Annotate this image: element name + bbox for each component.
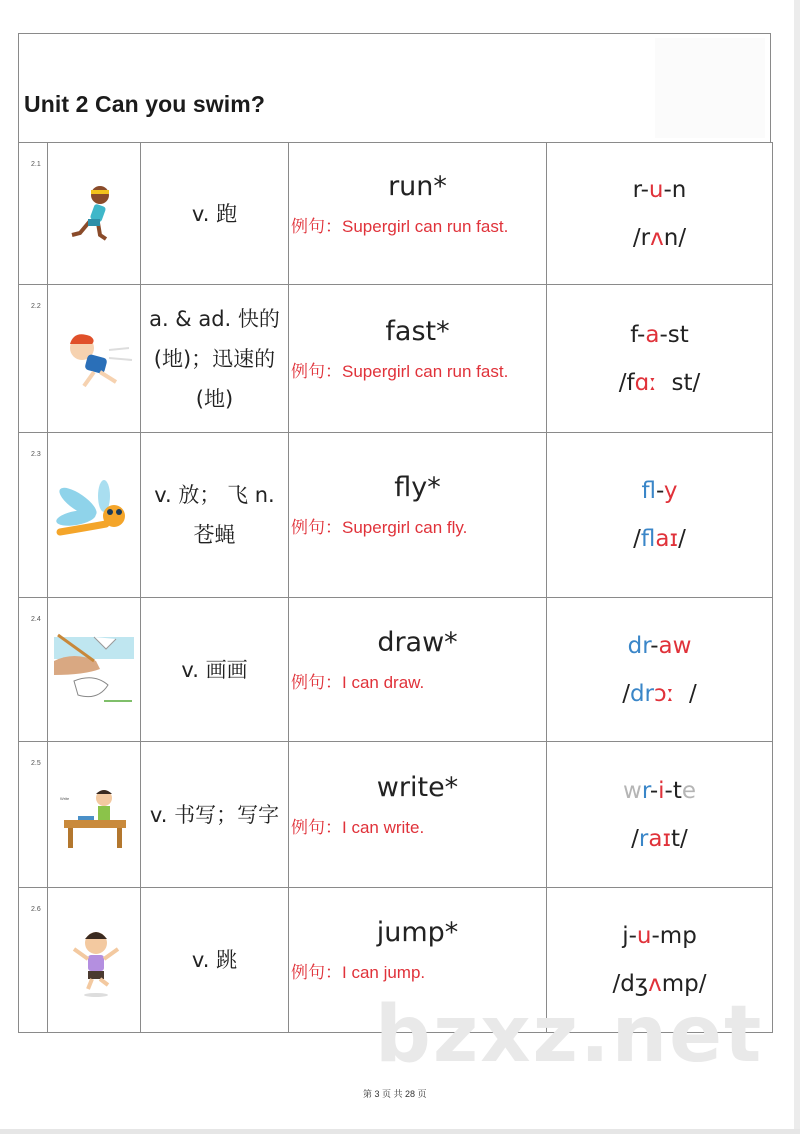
word-cell xyxy=(289,433,547,598)
word-cell xyxy=(289,598,547,742)
example-label: 例句： xyxy=(291,361,342,381)
phonics-split xyxy=(547,633,772,659)
table-row xyxy=(19,598,773,742)
vocab-word: draw* xyxy=(377,626,458,658)
ipa-segment: / xyxy=(633,526,641,552)
chinese-meaning: v. 书写；写字 xyxy=(149,802,280,827)
running-boy-headband-illustration xyxy=(54,175,134,253)
vocabulary-sheet xyxy=(18,33,771,1033)
page-edge-right xyxy=(794,0,800,1134)
meaning-cell xyxy=(141,598,289,742)
phonics-segment: i xyxy=(658,777,665,804)
ipa-segment: ʌ xyxy=(648,971,662,997)
example-label: 例句： xyxy=(291,672,342,692)
phonics-cell xyxy=(547,143,773,285)
phonics-segment: y xyxy=(663,478,678,504)
table-row xyxy=(19,285,773,433)
example-sentence xyxy=(289,958,546,983)
image-cell xyxy=(48,598,141,742)
watermark-patch xyxy=(655,38,765,138)
example-text: Supergirl can fly. xyxy=(342,518,468,537)
meaning-cell xyxy=(141,433,289,598)
ipa-segment: /dʒ xyxy=(612,971,649,997)
vocab-word: write* xyxy=(376,771,459,803)
entry-number xyxy=(19,742,48,888)
hand-drawing-illustration xyxy=(54,631,134,709)
running-redhead-boy-illustration xyxy=(54,320,134,398)
example-sentence xyxy=(289,212,546,237)
jumping-boy-illustration xyxy=(54,921,134,999)
chinese-meaning: v. 跳 xyxy=(191,948,238,972)
entry-number xyxy=(19,598,48,742)
example-sentence xyxy=(289,668,546,693)
vocabulary-table xyxy=(18,142,773,1033)
phonics-split xyxy=(547,177,772,203)
example-sentence xyxy=(289,513,546,538)
example-label: 例句： xyxy=(291,963,342,982)
entry-number-label: 2.5 xyxy=(31,760,41,767)
ipa-segment: / xyxy=(622,680,630,707)
phonics-segment: -mp xyxy=(651,923,697,949)
entry-number-label: 2.6 xyxy=(31,906,41,913)
entry-number-label: 2.1 xyxy=(31,161,41,168)
image-cell xyxy=(48,888,141,1033)
boy-writing-at-desk-illustration xyxy=(54,776,134,854)
image-cell xyxy=(48,433,141,598)
phonics-segment: u xyxy=(636,923,652,949)
meaning-cell xyxy=(141,888,289,1033)
entry-number xyxy=(19,143,48,285)
example-label: 例句： xyxy=(291,216,342,236)
word-cell xyxy=(289,742,547,888)
dragonfly-illustration xyxy=(54,476,134,554)
entry-number xyxy=(19,888,48,1033)
example-sentence xyxy=(289,357,546,382)
meaning-cell xyxy=(141,285,289,433)
phonics-segment: w xyxy=(623,777,642,804)
watermark: bzxz.net xyxy=(375,990,764,1080)
example-text: I can draw. xyxy=(342,672,425,692)
meaning-cell xyxy=(141,143,289,285)
unit-title: Unit 2 Can you swim? xyxy=(24,91,265,117)
phonics-segment: r xyxy=(632,176,641,203)
entry-number-label: 2.4 xyxy=(31,616,41,623)
example-text: Supergirl can run fast. xyxy=(342,361,509,381)
image-cell xyxy=(48,742,141,888)
phonics-segment: dr xyxy=(627,632,651,659)
ipa-segment: dr xyxy=(629,680,655,707)
ipa-segment: ɑː xyxy=(634,369,657,396)
phonics-segment: j- xyxy=(622,923,637,949)
ipa-segment: aɪ xyxy=(655,526,679,552)
example-sentence xyxy=(289,813,546,838)
chinese-meaning: v. 跑 xyxy=(191,201,238,226)
chinese-meaning: a. & ad. 快的 (地)；迅速的 (地) xyxy=(149,306,280,411)
ipa-segment: / xyxy=(674,680,697,707)
svg-text:Write: Write xyxy=(60,795,70,801)
example-text: I can jump. xyxy=(342,963,426,982)
word-cell xyxy=(289,285,547,433)
ipa-segment: /f xyxy=(618,369,635,396)
entry-number-label: 2.2 xyxy=(31,303,41,310)
image-cell xyxy=(48,143,141,285)
ipa-segment: aɪ xyxy=(648,825,672,852)
phonics-segment: -st xyxy=(659,321,689,348)
phonics-segment: fl xyxy=(641,478,656,504)
ipa-segment: r xyxy=(638,825,649,852)
chinese-meaning: v. 画画 xyxy=(181,657,248,682)
vocab-word: jump* xyxy=(376,917,459,948)
phonics-segment: r xyxy=(641,777,650,804)
ipa-segment: /r xyxy=(632,224,651,251)
phonics-segment: aw xyxy=(658,632,692,659)
chinese-meaning: v. 放； 飞 n. 苍蝇 xyxy=(154,483,275,547)
phonics-cell xyxy=(547,433,773,598)
phonics-split xyxy=(547,778,772,804)
entry-number xyxy=(19,285,48,433)
table-row xyxy=(19,742,773,888)
ipa-transcription xyxy=(547,826,772,852)
ipa-segment: mp/ xyxy=(661,971,707,997)
image-cell xyxy=(48,285,141,433)
ipa-transcription xyxy=(547,681,772,707)
ipa-transcription xyxy=(547,370,772,396)
ipa-segment: ʌ xyxy=(650,224,664,251)
example-label: 例句： xyxy=(291,518,342,537)
word-cell xyxy=(289,143,547,285)
ipa-segment: / xyxy=(678,526,686,552)
table-row xyxy=(19,433,773,598)
example-text: Supergirl can run fast. xyxy=(342,216,509,236)
ipa-segment: fl xyxy=(640,526,656,552)
phonics-cell xyxy=(547,742,773,888)
vocab-word: fast* xyxy=(385,315,450,347)
page-edge-bottom xyxy=(0,1129,800,1134)
ipa-segment: ɔː xyxy=(654,680,675,707)
phonics-cell xyxy=(547,285,773,433)
phonics-segment: a xyxy=(645,321,660,348)
phonics-segment: u xyxy=(648,176,664,203)
phonics-split xyxy=(547,478,772,504)
phonics-cell xyxy=(547,598,773,742)
ipa-segment: n/ xyxy=(663,224,687,251)
phonics-segment: - xyxy=(640,176,649,203)
phonics-segment: f- xyxy=(630,321,646,348)
example-label: 例句： xyxy=(291,817,342,837)
phonics-segment: - xyxy=(655,478,664,504)
phonics-segment: e xyxy=(681,777,696,804)
ipa-segment: t/ xyxy=(671,825,688,852)
ipa-transcription xyxy=(547,225,772,251)
phonics-segment: -n xyxy=(663,176,687,203)
ipa-segment: / xyxy=(631,825,639,852)
entry-number xyxy=(19,433,48,598)
example-text: I can write. xyxy=(342,817,425,837)
ipa-segment: st/ xyxy=(656,369,701,396)
phonics-segment: - xyxy=(649,777,659,804)
phonics-split xyxy=(547,923,772,949)
table-row xyxy=(19,143,773,285)
page-indicator: 第 3 页 共 28 页 xyxy=(363,1089,427,1099)
meaning-cell xyxy=(141,742,289,888)
phonics-segment: -t xyxy=(664,777,682,804)
vocab-word: fly* xyxy=(394,472,441,503)
phonics-segment: - xyxy=(650,632,659,659)
entry-number-label: 2.3 xyxy=(31,451,41,458)
ipa-transcription xyxy=(547,526,772,552)
vocab-word: run* xyxy=(388,170,447,202)
phonics-split xyxy=(547,322,772,348)
